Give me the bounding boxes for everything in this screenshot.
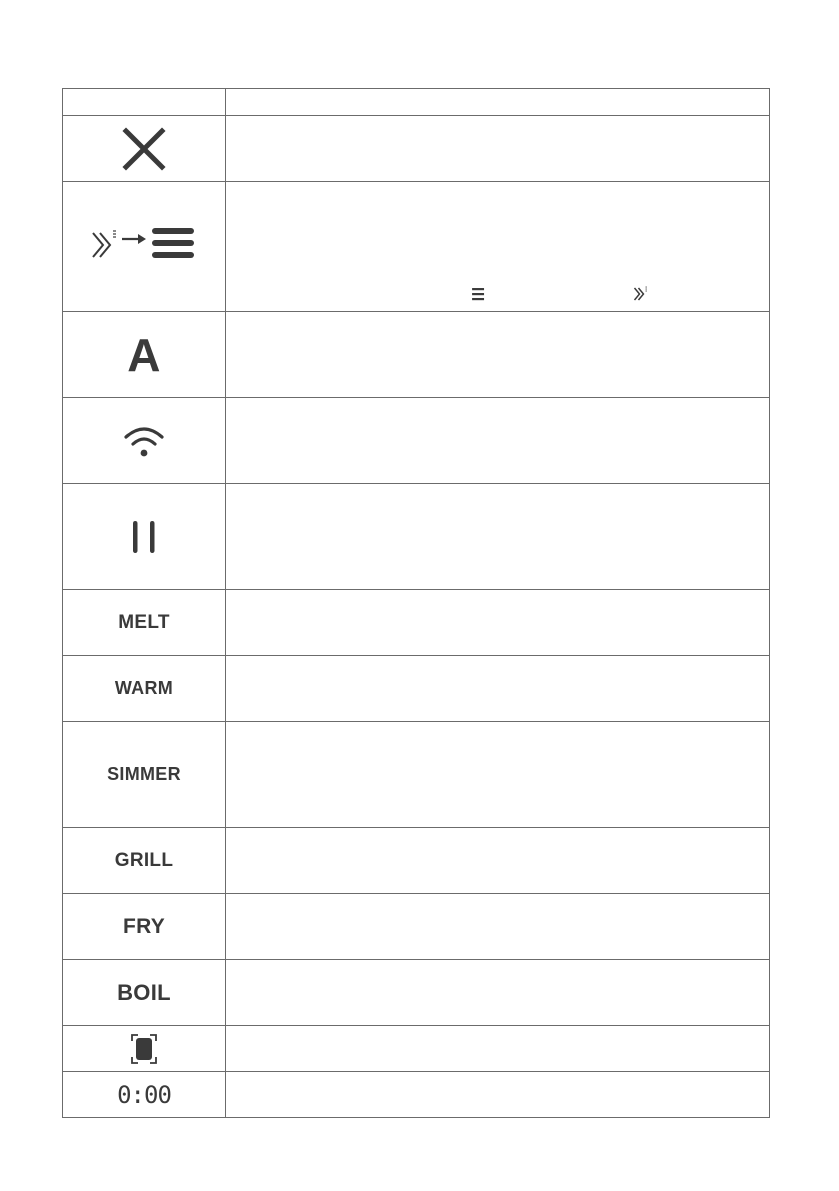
description-cell bbox=[226, 590, 770, 656]
warm-label: WARM bbox=[114, 678, 174, 698]
symbol-cell bbox=[63, 1072, 226, 1118]
symbol-cell bbox=[63, 398, 226, 484]
description-cell bbox=[226, 1026, 770, 1072]
description-cell bbox=[226, 182, 770, 312]
description-cell bbox=[226, 894, 770, 960]
symbol-cell bbox=[63, 656, 226, 722]
table-row bbox=[63, 722, 770, 828]
inline-icons bbox=[226, 285, 769, 305]
letter-a-icon: A bbox=[127, 328, 161, 381]
description-cell bbox=[226, 398, 770, 484]
menu-lines-icon bbox=[472, 288, 484, 300]
symbol-cell bbox=[63, 828, 226, 894]
description-cell bbox=[226, 722, 770, 828]
description-cell bbox=[226, 960, 770, 1026]
table-row bbox=[63, 656, 770, 722]
description-cell bbox=[226, 656, 770, 722]
melt-label: MELT bbox=[118, 611, 170, 633]
table-row bbox=[63, 116, 770, 182]
header-description bbox=[226, 89, 770, 116]
symbol-cell bbox=[63, 116, 226, 182]
table-header-row bbox=[63, 89, 770, 116]
symbol-cell bbox=[63, 182, 226, 312]
symbol-cell bbox=[63, 1026, 226, 1072]
description-cell bbox=[226, 1072, 770, 1118]
table-row bbox=[63, 894, 770, 960]
symbol-cell bbox=[63, 722, 226, 828]
boost-chevrons-icon bbox=[634, 287, 646, 300]
fry-label: FRY bbox=[122, 914, 166, 938]
boil-label: BOIL bbox=[117, 979, 171, 1005]
description-cell bbox=[226, 828, 770, 894]
description-cell bbox=[226, 116, 770, 182]
symbol-cell bbox=[63, 590, 226, 656]
description-cell bbox=[226, 484, 770, 590]
pan-detection-icon bbox=[129, 1032, 159, 1066]
close-x-icon bbox=[122, 127, 166, 171]
symbol-cell bbox=[63, 894, 226, 960]
table-row bbox=[63, 590, 770, 656]
symbol-cell bbox=[63, 960, 226, 1026]
boost-to-max-level-icon bbox=[89, 225, 199, 269]
symbol-table bbox=[62, 88, 770, 1118]
table-row bbox=[63, 182, 770, 312]
table-row bbox=[63, 484, 770, 590]
pause-icon bbox=[129, 517, 159, 557]
symbol-cell bbox=[63, 312, 226, 398]
description-cell bbox=[226, 312, 770, 398]
header-symbol bbox=[63, 89, 226, 116]
table-row bbox=[63, 960, 770, 1026]
wifi-icon bbox=[122, 423, 166, 459]
simmer-label: SIMMER bbox=[107, 764, 181, 784]
table-row bbox=[63, 1072, 770, 1118]
symbol-cell bbox=[63, 484, 226, 590]
table-row bbox=[63, 312, 770, 398]
grill-label: GRILL bbox=[114, 849, 174, 871]
table-row bbox=[63, 1026, 770, 1072]
timer-display-icon: 0:00 bbox=[117, 1080, 171, 1109]
table-row bbox=[63, 828, 770, 894]
table-row bbox=[63, 398, 770, 484]
